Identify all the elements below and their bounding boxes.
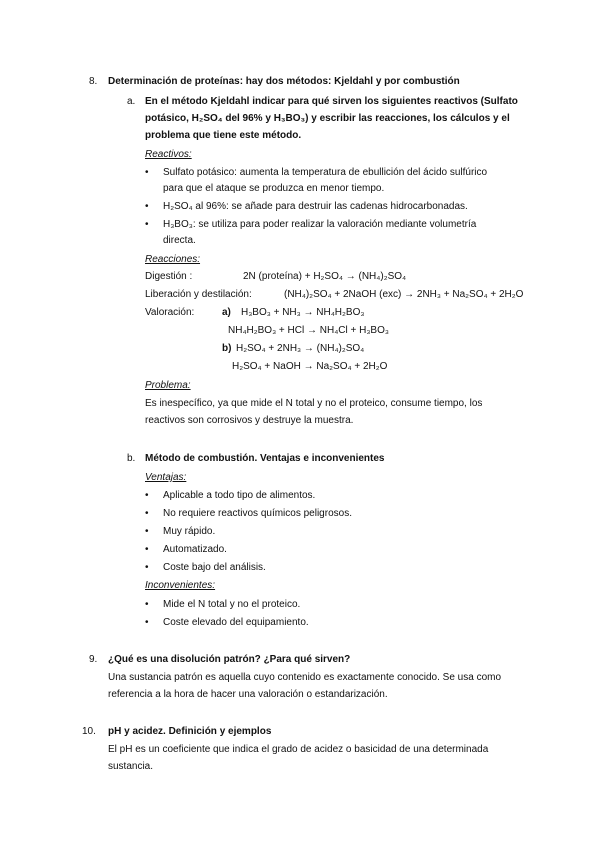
liberacion-label: Liberación y destilación: xyxy=(145,289,252,300)
q9-answer-line2: referencia a la hora de hacer una valoración o estandarización. xyxy=(108,689,388,700)
reacciones-heading: Reacciones: xyxy=(145,254,201,265)
bullet-icon: • xyxy=(145,526,149,537)
valoracion-b-eq1: H₂SO₄ + 2NH₃ → (NH₄)₂SO₄ xyxy=(236,343,365,354)
q10-number: 10. xyxy=(82,726,96,737)
valoracion-a-eq1: H₃BO₃ + NH₃ → NH₄H₂BO₃ xyxy=(241,307,365,318)
q9-answer-line1: Una sustancia patrón es aquella cuyo contenido es exactamente conocido. Se usa como xyxy=(108,672,502,683)
problema-line2: reactivos son corrosivos y destruye la muestra. xyxy=(145,415,354,426)
bullet-icon: • xyxy=(145,167,149,178)
ventaja-item: Aplicable a todo tipo de alimentos. xyxy=(163,490,316,501)
reactivo-3-line2: directa. xyxy=(163,235,196,246)
bullet-icon: • xyxy=(145,562,149,573)
reactivo-2-line1: H₂SO₄ al 96%: se añade para destruir las cadenas hidrocarbonadas. xyxy=(163,201,468,212)
bullet-icon: • xyxy=(145,219,149,230)
bullet-icon: • xyxy=(145,544,149,555)
q10-answer-line1: El pH es un coeficiente que indica el grado de acidez o basicidad de una determinada xyxy=(108,744,489,755)
q8a-question-line1: En el método Kjeldahl indicar para qué sirven los siguientes reactivos (Sulfato xyxy=(145,96,518,107)
bullet-icon: • xyxy=(145,617,149,628)
q8-title: Determinación de proteínas: hay dos métodos: Kjeldahl y por combustión xyxy=(108,76,460,87)
ventaja-item: Automatizado. xyxy=(163,544,227,555)
q10-answer-line2: sustancia. xyxy=(108,761,154,772)
q10-title: pH y acidez. Definición y ejemplos xyxy=(108,726,272,737)
reactivo-1-line2: para que el ataque se produzca en menor tiempo. xyxy=(163,183,385,194)
reactivo-1-line1: Sulfato potásico: aumenta la temperatura de ebullición del ácido sulfúrico xyxy=(163,167,488,178)
q8b-letter: b. xyxy=(127,453,136,464)
q9-number: 9. xyxy=(89,654,98,665)
problema-line1: Es inespecífico, ya que mide el N total y no el proteico, consume tiempo, los xyxy=(145,398,483,409)
reactivos-heading: Reactivos: xyxy=(145,149,192,160)
inconveniente-item: Mide el N total y no el proteico. xyxy=(163,599,301,610)
ventaja-item: Muy rápido. xyxy=(163,526,216,537)
problema-heading: Problema: xyxy=(145,380,191,391)
bullet-icon: • xyxy=(145,508,149,519)
q8b-title: Método de combustión. Ventajas e inconvenientes xyxy=(145,453,385,464)
inconveniente-item: Coste elevado del equipamiento. xyxy=(163,617,309,628)
valoracion-a-letter: a) xyxy=(222,307,231,318)
q8a-letter: a. xyxy=(127,96,136,107)
digestion-label: Digestión : xyxy=(145,271,193,282)
bullet-icon: • xyxy=(145,201,149,212)
valoracion-label: Valoración: xyxy=(145,307,195,318)
liberacion-equation: (NH₄)₂SO₄ + 2NaOH (exc) → 2NH₃ + Na₂SO₄ + 2H₂O xyxy=(284,289,524,300)
valoracion-b-eq2: H₂SO₄ + NaOH → Na₂SO₄ + 2H₂O xyxy=(232,361,388,372)
digestion-equation: 2N (proteína) + H₂SO₄ → (NH₄)₂SO₄ xyxy=(243,271,407,282)
q8a-question-line3: problema que tiene este método. xyxy=(145,130,302,141)
bullet-icon: • xyxy=(145,599,149,610)
valoracion-a-eq2: NH₄H₂BO₃ + HCl → NH₄Cl + H₃BO₃ xyxy=(228,325,389,336)
q9-title: ¿Qué es una disolución patrón? ¿Para qué sirven? xyxy=(108,654,351,665)
reactivo-3-line1: H₃BO₃: se utiliza para poder realizar la valoración mediante volumetría xyxy=(163,219,477,230)
q8a-question-line2: potásico, H₂SO₄ del 96% y H₃BO₃) y escribir las reacciones, los cálculos y el xyxy=(145,113,510,124)
q8-number: 8. xyxy=(89,76,98,87)
ventaja-item: Coste bajo del análisis. xyxy=(163,562,266,573)
inconvenientes-heading: Inconvenientes: xyxy=(145,580,216,591)
ventaja-item: No requiere reactivos químicos peligrosos. xyxy=(163,508,352,519)
valoracion-b-letter: b) xyxy=(222,343,232,354)
bullet-icon: • xyxy=(145,490,149,501)
ventajas-heading: Ventajas: xyxy=(145,472,187,483)
